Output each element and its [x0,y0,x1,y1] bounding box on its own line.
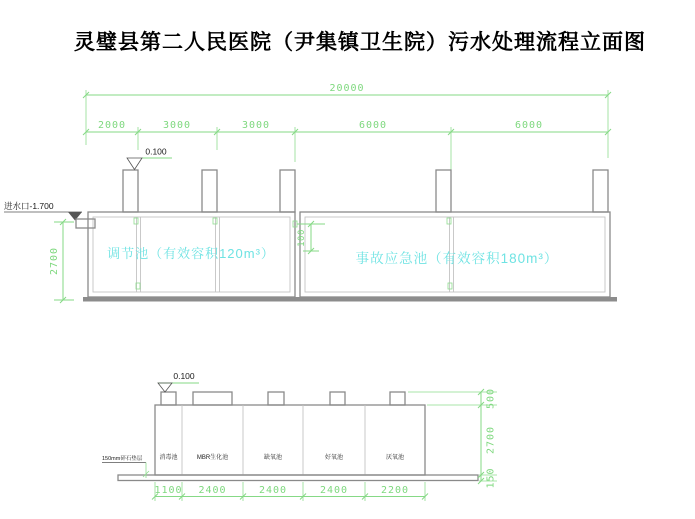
emergency-tank-label: 事故应急池（有效容积180m³） [355,251,559,266]
wall-top-value: 100 [297,229,307,247]
lower-elevation-drawing [102,371,497,501]
lower-base-slab [118,475,478,481]
upper-depth-value: 2700 [49,246,60,276]
wall-top-dimension [297,221,325,254]
upper-elevation-value: 0.100 [145,146,167,157]
compartment-label-3: 缺氧池 [263,455,283,461]
regulating-tank-label: 调节池（有效容积120m³） [107,246,275,261]
bottom-dimension-3: 2400 [258,485,288,496]
treatment-unit-hatches [161,392,405,405]
lower-right-dimensions [408,388,497,489]
water-inlet [4,201,95,228]
upper-elevation-drawing [4,83,617,303]
upper-elevation-marker [127,147,172,170]
segment-dimension-4: 6000 [358,120,388,131]
inlet-label: 进水口-1.700 [4,201,54,211]
freeboard-dimension: 500 [485,387,497,410]
drawing-title: 灵璧县第二人民医院（尹集镇卫生院）污水处理流程立面图 [74,30,646,54]
compartment-label-1: 消毒池 [159,455,178,461]
bottom-dimension-5: 2200 [380,485,410,496]
treatment-unit-body [155,405,425,475]
tank-vent-pillars [123,170,608,212]
bedding-note-text: 150mm碎石垫层 [102,456,143,462]
slab-dimension: 150 [485,467,497,489]
upper-base-slab [83,297,617,302]
compartment-label-2: MBR生化池 [196,455,229,461]
bottom-dimension-1: 1100 [154,485,183,496]
segment-dimension-5: 6000 [514,120,544,131]
bottom-dimension-4: 2400 [319,485,349,496]
segment-dimension-1: 2000 [97,120,127,131]
compartment-label-5: 厌氧池 [385,455,405,461]
bottom-dimension-2: 2400 [198,485,227,496]
compartment-label-4: 好氧池 [324,455,344,461]
segment-dimension-2: 3000 [162,120,192,131]
lower-elevation-value: 0.100 [173,371,195,381]
lower-elevation-marker [158,371,199,392]
depth-dimension: 2700 [485,425,497,455]
overall-width-dimension: 20000 [329,83,365,94]
upper-depth-dimension [49,219,74,303]
segment-dimension-3: 3000 [241,120,271,131]
